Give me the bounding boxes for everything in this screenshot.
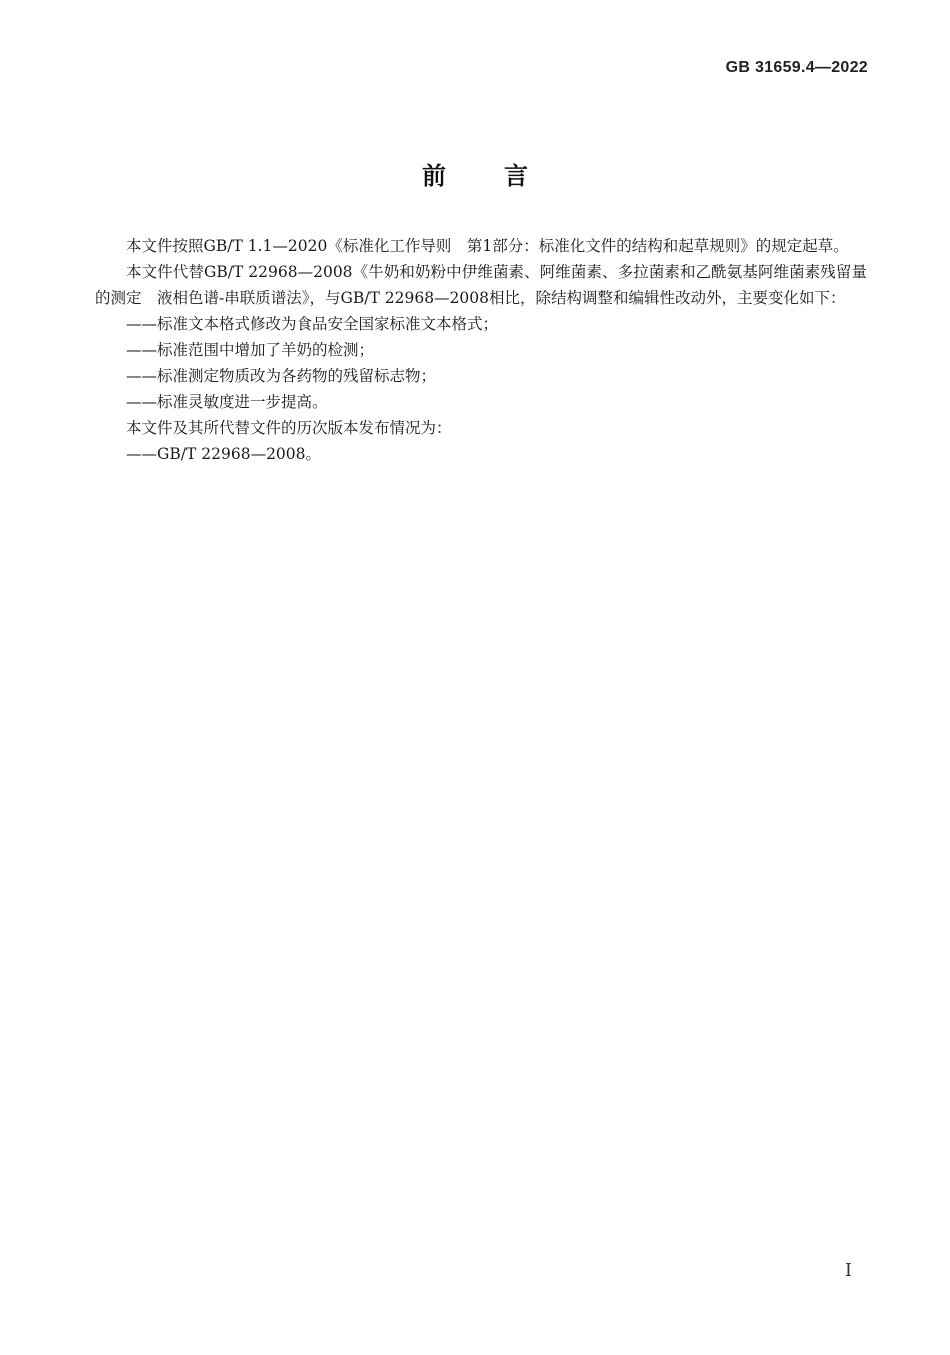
history-list-item: ——GB/T 22968—2008。 <box>126 445 322 463</box>
change-list-item: ——标准范围中增加了羊奶的检测； <box>126 341 375 359</box>
standard-number: GB 31659.4—2022 <box>725 59 868 76</box>
change-list-item: ——标准测定物质改为各药物的残留标志物； <box>126 367 437 385</box>
paragraph-version-history: 本文件及其所代替文件的历次版本发布情况为： <box>126 419 452 437</box>
preface-body <box>95 233 867 467</box>
page-title: 前言 <box>422 162 586 190</box>
paragraph-replacement: 本文件代替GB/T 22968—2008《牛奶和奶粉中伊维菌素、阿维菌素、多拉菌素和乙酰氨基阿维菌素残留量的测定 液相色谱-串联质谱法》，与GB/T 22968—2008相比，除结构调整和编辑性改动外，主要变化如下： <box>95 263 867 307</box>
change-list-item: ——标准文本格式修改为食品安全国家标准文本格式； <box>126 315 499 333</box>
page-number: I <box>844 1260 852 1281</box>
change-list-item: ——标准灵敏度进一步提高。 <box>126 393 328 411</box>
paragraph-drafting-rules: 本文件按照GB/T 1.1—2020《标准化工作导则 第1部分：标准化文件的结构和起草规则》的规定起草。 <box>126 237 849 255</box>
